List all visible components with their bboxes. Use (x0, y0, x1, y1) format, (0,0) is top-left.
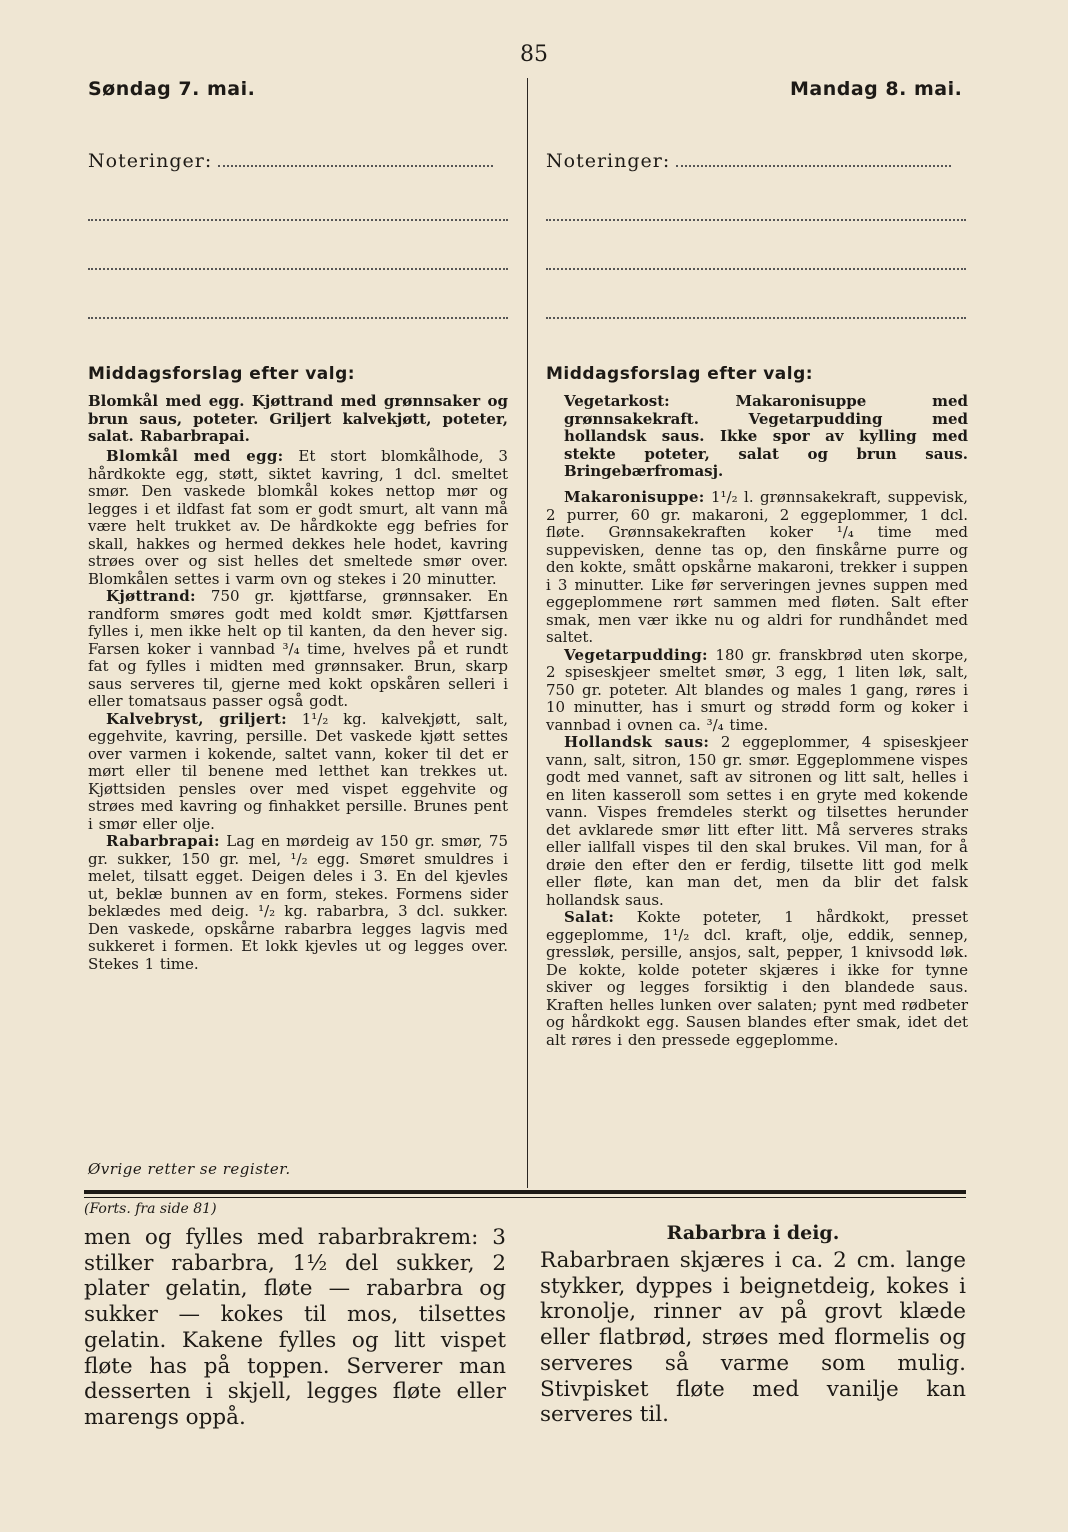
continuation-label: (Forts. fra side 81) (84, 1201, 217, 1217)
notes-dotted-line (218, 165, 493, 167)
recipe-text: 1¹/₂ l. grønnsakekraft, suppevisk, 2 purrer, 60 gr. makaroni, 2 eggeplommer, 1 dcl. fløte. Grønnsakekraften koker ¹/₄ time med suppevisken, denne tas op, den finskårne purre og den kokte, smått opskårne makaroni, trekker i suppen i 3 minutter. Like før serveringen jevnes suppen med eggeplommene rørt sammen med fløten. Salt efter smak, men vær ikke nu og aldri for rundhåndet med saltet. (546, 488, 968, 646)
recipe-text: 2 eggeplommer, 4 spiseskjeer vann, salt, sitron, 150 gr. smør. Eggeplommene vispes godt med vannet, saft av sitronen og litt salt, helles i en liten kasseroll som settes i en gryte med kokende vann. Vispes fremdeles sterkt og tilsettes herunder det avklarede smør litt efter litt. Må serveres straks eller iallfall vispes til den skal brukes. Vil man, for å drøie den efter den er ferdig, tilsette litt god melk eller fløte, kan man det, men da blir det falsk hollandsk saus. (546, 733, 968, 909)
notes-label: Noteringer: (88, 150, 213, 172)
notes-label: Noteringer: (546, 150, 671, 172)
right-menu (564, 393, 968, 481)
recipe-title: Kjøttrand: (106, 587, 196, 605)
notes-dotted-line (88, 316, 508, 319)
recipe-title: Vegetarpudding: (564, 645, 708, 664)
column-divider (527, 78, 528, 1188)
page-number: 85 (520, 42, 548, 67)
right-recipes (546, 489, 968, 1049)
recipe (546, 647, 968, 735)
recipe-title: Makaronisuppe: (564, 488, 705, 506)
recipe-title: Salat: (564, 908, 615, 926)
right-notes-section (546, 150, 966, 319)
recipe (88, 711, 508, 834)
continuation-text: men og fylles med rabarbrakrem: 3 stilker rabarbra, 1½ del sukker, 2 plater gelatin, fløte — rabarbra og sukker — kokes til mos, tilsettes gelatin. Kakene fylles og litt vispet fløte has på toppen. Serverer man desserten i skjell, legges fløte eller marengs oppå. (84, 1225, 506, 1430)
right-day-heading: Mandag 8. mai. (790, 78, 963, 100)
notes-dotted-line (88, 267, 508, 270)
recipe-title: Blomkål med egg: (106, 447, 284, 465)
rabarbra-recipe-title: Rabarbra i deig. (666, 1222, 840, 1244)
menu-text: Blomkål med egg. Kjøttrand med grønnsaker og brun saus, poteter. Griljert kalvekjøtt, poteter, salat. Rabarbrapai. (88, 392, 508, 445)
recipe-text: Et stort blomkålhode, 3 hårdkokte egg, støtt, siktet kavring, 1 dcl. smeltet smør. Den vaskede blomkål kokes nettop mør og legges i et ildfast fat som er godt smurt, alt vann må være helt trukket av. De hårdkokte egg befries for skall, hakkes og hermed dekkes hele hodet, kavring strøes over og sist helles det smeltede smør over. Blomkålen settes i varm ovn og stekes i 20 minutter. (88, 447, 508, 588)
left-notes-section (88, 150, 508, 319)
notes-dotted-line (546, 316, 966, 319)
recipe-text: 1¹/₂ kg. kalvekjøtt, salt, eggehvite, kavring, persille. Det vaskede kjøtt settes over varmen i kokende, saltet vann, koker til det er mørt eller til benene med letthet kan trekkes ut. Kjøttsiden pensles over med vispet eggehvite og strøes med kavring og finhakket persille. Brunes pent i smør eller olje. (88, 709, 508, 833)
notes-dotted-line (676, 165, 951, 167)
recipe-text: 180 gr. franskbrød uten skorpe, 2 spiseskjeer smeltet smør, 3 egg, 1 liten løk, salt, 750 gr. poteter. Alt blandes og males 1 gang, røres i 10 minutter, has i smurt og strødd form og koker i vannbad i ovnen ca. ³/₄ time. (546, 645, 968, 734)
recipe-text: Lag en mørdeig av 150 gr. smør, 75 gr. sukker, 150 gr. mel, ¹/₂ egg. Smøret smuldres i melet, tilsatt egget. Deigen deles i 3. En del kjevles ut, beklæ bunnen av en form, stekes. Formens sider beklædes med deig. ¹/₂ kg. rabarbra, 3 dcl. sukker. Den vaskede, opskårne rabarbra legges lagvis med sukkeret i formen. Et lokk kjevles ut og legges over. Stekes 1 time. (88, 832, 508, 973)
recipe (546, 909, 968, 1049)
recipe-title: Hollandsk saus: (564, 733, 710, 751)
recipe-title: Rabarbrapai: (106, 832, 220, 850)
left-footnote: Øvrige retter se register. (88, 1160, 291, 1178)
recipe (88, 588, 508, 711)
menu-text: Vegetarkost: Makaronisuppe med grønnsakekraft. Vegetarpudding med hollandsk saus. Ikke spor av kylling med stekte poteter, salat og brun saus. Bringebærfromasj. (564, 392, 968, 480)
notes-dotted-line (546, 267, 966, 270)
recipe (546, 734, 968, 909)
recipe-title: Kalvebryst, griljert: (106, 709, 288, 728)
rabarbra-recipe-text: Rabarbraen skjæres i ca. 2 cm. lange stykker, dyppes i beignetdeig, kokes i kronolje, rinner av på grovt klæde eller flatbrød, strøes med flormelis og serveres så varme som mulig. Stivpisket fløte med vanilje kan serveres til. (540, 1248, 966, 1428)
section-divider-thin (84, 1197, 966, 1198)
recipe (88, 448, 508, 588)
left-recipes (88, 448, 508, 973)
notes-dotted-line (88, 218, 508, 221)
section-divider-thick (84, 1190, 966, 1194)
right-dinner-heading: Middagsforslag efter valg: (546, 364, 814, 384)
left-dinner-heading: Middagsforslag efter valg: (88, 364, 356, 384)
recipe (88, 833, 508, 973)
recipe (546, 489, 968, 647)
recipe-text: Kokte poteter, 1 hårdkokt, presset eggeplomme, 1¹/₂ dcl. kraft, olje, eddik, sennep, gressløk, persille, ansjos, salt, pepper, 1 knivsodd løk. De kokte, kolde poteter skjæres i ikke for tynne skiver og legges forsiktig i den blandede saus. Kraften helles lunken over salaten; pynt med rødbeter og hårdkokt egg. Sausen blandes efter smak, idet det alt røres i den pressede eggeplomme. (546, 908, 968, 1049)
recipe-text: 750 gr. kjøttfarse, grønnsaker. En randform smøres godt med koldt smør. Kjøttfarsen fylles i, men ikke helt op til kanten, da den hever sig. Farsen koker i vannbad ³/₄ time, hvelves på et rundt fat og fylles i midten med grønnsaker. Brun, skarp saus serveres til, gjerne med kokt opskåren selleri i eller tomatsaus passer også godt. (88, 587, 508, 710)
left-menu (88, 393, 508, 446)
notes-dotted-line (546, 218, 966, 221)
left-day-heading: Søndag 7. mai. (88, 78, 256, 100)
